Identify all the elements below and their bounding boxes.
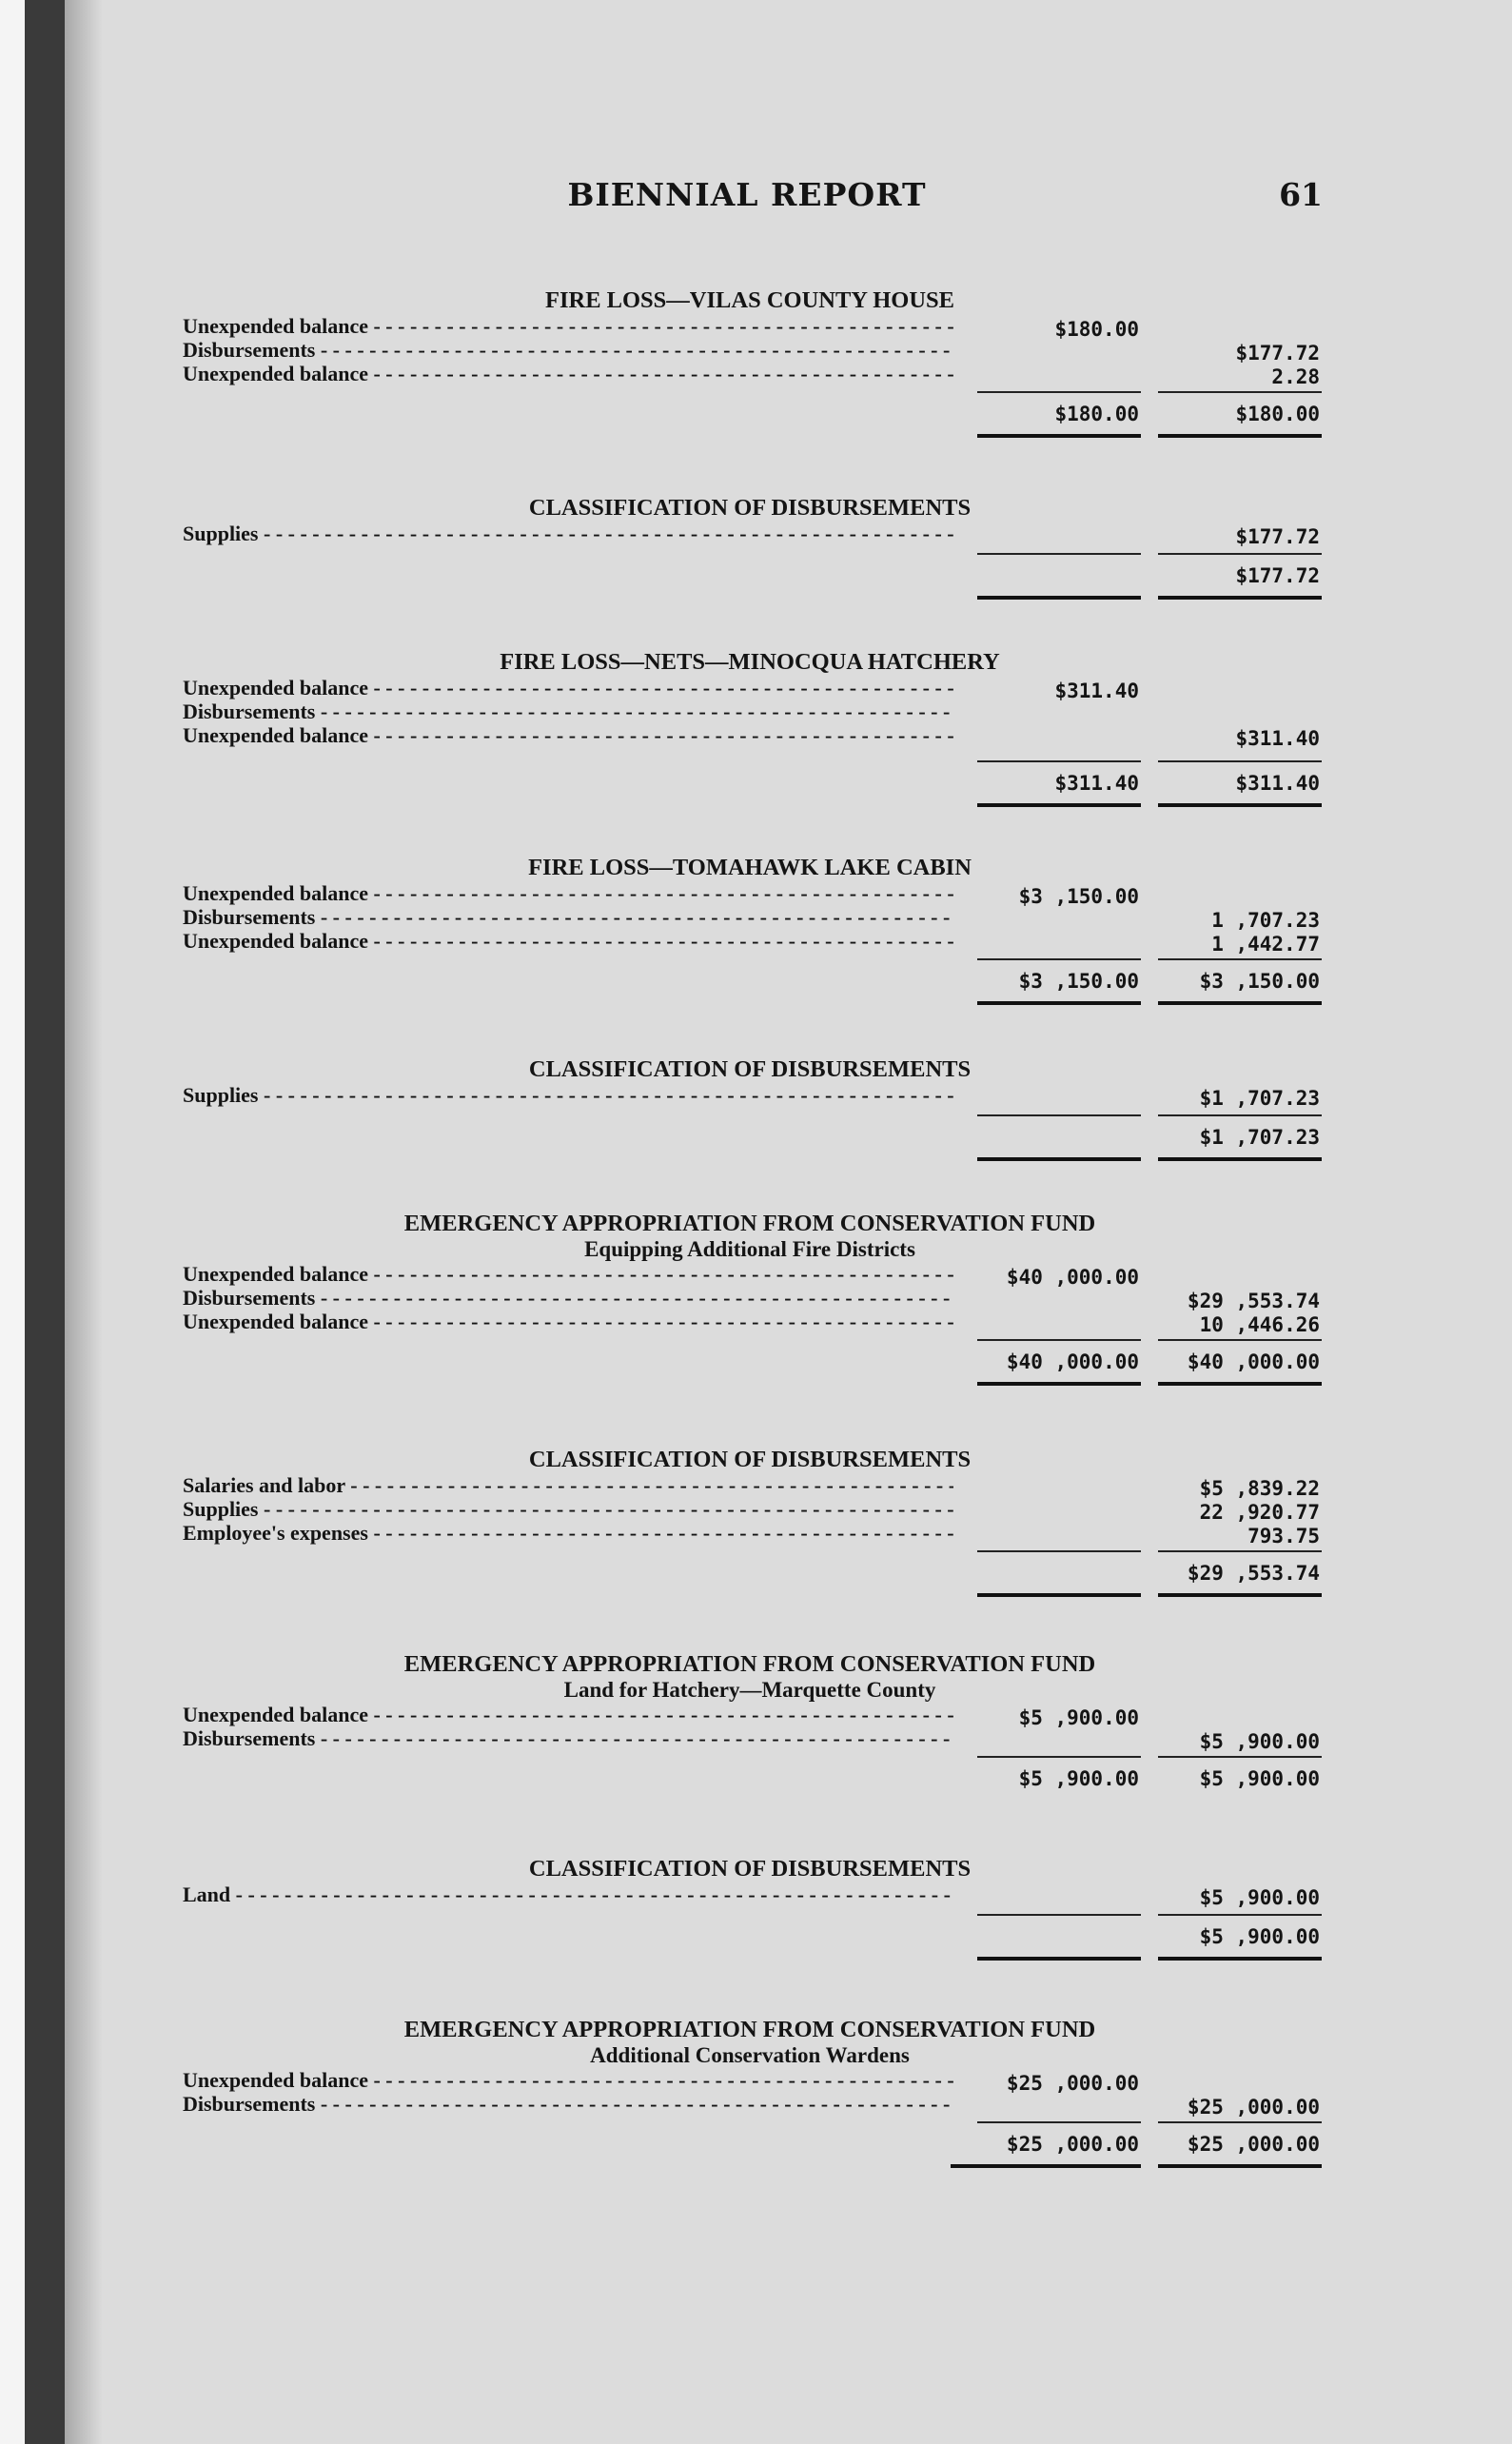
book-binding xyxy=(25,0,65,2444)
section-classification xyxy=(183,1445,1320,1598)
total-row xyxy=(183,393,1320,439)
total-amount: $311.40 xyxy=(1235,772,1320,795)
section-title: CLASSIFICATION OF DISBURSEMENTS xyxy=(528,1447,972,1472)
amount: 22 ,920.77 xyxy=(1199,1501,1320,1524)
row-label: Unexpended balance - - - xyxy=(183,678,953,701)
total-row xyxy=(183,1341,1320,1387)
total-row xyxy=(183,1916,1320,1961)
table-row xyxy=(183,2094,1320,2119)
total-amount: $311.40 xyxy=(1054,772,1139,795)
row-label: Disbursements - - - xyxy=(183,701,953,725)
section-classification xyxy=(183,1854,1320,1961)
row-label: Unexpended balance - - - xyxy=(183,316,953,340)
binding-shadow xyxy=(65,0,103,2444)
table-row xyxy=(183,1288,1320,1312)
section-subtitle: Additional Conservation Wardens xyxy=(590,2043,910,2067)
table-row xyxy=(183,1728,1320,1753)
total-amount: $5 ,900.00 xyxy=(1199,1767,1320,1790)
total-amount: $25 ,000.00 xyxy=(1006,2133,1139,2156)
total-row xyxy=(183,555,1320,601)
table-row xyxy=(183,1499,1320,1524)
section-tomahawk-lake-cabin xyxy=(183,853,1320,1006)
total-amount: $1 ,707.23 xyxy=(1199,1126,1320,1149)
section-classification xyxy=(183,1054,1320,1162)
row-label: Unexpended balance - - - xyxy=(183,364,953,387)
table-row xyxy=(183,1884,1320,1909)
page-header xyxy=(171,176,1323,214)
amount: $25 ,000.00 xyxy=(1006,2072,1139,2095)
amount: $5 ,839.22 xyxy=(1199,1477,1320,1500)
section-vilas-county-house xyxy=(183,286,1320,439)
row-label: Disbursements - - - xyxy=(183,340,953,364)
row-label: Disbursements - - - xyxy=(183,1288,953,1311)
row-label: Unexpended balance - - - xyxy=(183,883,953,907)
amount: 793.75 xyxy=(1247,1525,1320,1547)
total-amount: $40 ,000.00 xyxy=(1006,1350,1139,1373)
amount: 1 ,442.77 xyxy=(1211,933,1320,956)
table-row xyxy=(183,701,1317,725)
total-row xyxy=(183,2123,1320,2169)
total-amount: $3 ,150.00 xyxy=(1018,970,1139,993)
total-amount: $40 ,000.00 xyxy=(1187,1350,1320,1373)
table-row xyxy=(183,364,1320,388)
section-title: CLASSIFICATION OF DISBURSEMENTS xyxy=(528,495,972,521)
amount: $177.72 xyxy=(1235,525,1320,548)
total-amount: $25 ,000.00 xyxy=(1187,2133,1320,2156)
total-row xyxy=(183,960,1320,1006)
section-title: CLASSIFICATION OF DISBURSEMENTS xyxy=(528,1856,972,1882)
total-amount: $180.00 xyxy=(1054,403,1139,425)
amount: $25 ,000.00 xyxy=(1187,2096,1320,2119)
amount: $180.00 xyxy=(1054,318,1139,341)
section-hatchery-land xyxy=(183,1649,1320,1803)
total-row xyxy=(183,762,1320,808)
total-amount: $5 ,900.00 xyxy=(1018,1767,1139,1790)
total-amount: $29 ,553.74 xyxy=(1187,1562,1320,1585)
row-label: Unexpended balance - - - xyxy=(183,2070,953,2094)
table-row xyxy=(183,1085,1320,1110)
total-amount: $180.00 xyxy=(1235,403,1320,425)
row-label: Salaries and labor - - - xyxy=(183,1475,953,1499)
section-title: CLASSIFICATION OF DISBURSEMENTS xyxy=(528,1056,972,1082)
row-label: Disbursements - - - xyxy=(183,2094,953,2118)
table-row xyxy=(183,1475,1320,1500)
total-row xyxy=(183,1552,1320,1598)
row-label: Unexpended balance - - - xyxy=(183,1311,953,1335)
section-title: FIRE LOSS—TOMAHAWK LAKE CABIN xyxy=(528,855,972,880)
amount: $5 ,900.00 xyxy=(1199,1730,1320,1753)
total-row xyxy=(183,1758,1320,1803)
amount: $311.40 xyxy=(1054,680,1139,702)
row-label: Employee's expenses - - - xyxy=(183,1523,953,1547)
row-label: Supplies - - - xyxy=(183,1085,953,1109)
row-label: Supplies - - - xyxy=(183,1499,953,1523)
table-row xyxy=(183,678,1317,701)
section-fire-districts xyxy=(183,1209,1320,1387)
amount: 2.28 xyxy=(1271,365,1320,388)
total-amount: $3 ,150.00 xyxy=(1199,970,1320,993)
amount: $1 ,707.23 xyxy=(1199,1087,1320,1110)
section-conservation-wardens xyxy=(183,2015,1320,2169)
table-row xyxy=(183,2070,1317,2094)
row-label: Unexpended balance - - - xyxy=(183,1264,953,1288)
section-title: EMERGENCY APPROPRIATION FROM CONSERVATION FUND xyxy=(403,1651,1096,1677)
table-row xyxy=(183,340,1320,365)
table-row xyxy=(183,883,1317,907)
page-margin xyxy=(0,0,25,2444)
table-row xyxy=(183,1264,1317,1288)
page-number: 61 xyxy=(1279,176,1323,213)
row-label: Supplies - - - xyxy=(183,523,953,547)
amount: 1 ,707.23 xyxy=(1211,909,1320,932)
amount: $29 ,553.74 xyxy=(1187,1290,1320,1312)
row-label: Disbursements - - - xyxy=(183,907,953,931)
table-row xyxy=(183,1705,1317,1728)
amount: $177.72 xyxy=(1235,342,1320,365)
row-label: Land - - - xyxy=(183,1884,953,1908)
table-row xyxy=(183,1523,1320,1547)
total-amount: $177.72 xyxy=(1235,564,1320,587)
table-row xyxy=(183,1311,1320,1336)
table-row xyxy=(183,931,1320,956)
row-label: Disbursements - - - xyxy=(183,1728,953,1752)
row-label: Unexpended balance - - - xyxy=(183,1705,953,1728)
total-row xyxy=(183,1116,1320,1162)
table-row xyxy=(183,316,1317,340)
section-minocqua-hatchery xyxy=(183,647,1320,808)
section-title: FIRE LOSS—NETS—MINOCQUA HATCHERY xyxy=(500,649,1000,675)
page-title: BIENNIAL REPORT xyxy=(567,176,927,213)
row-label: Unexpended balance - - - xyxy=(183,725,953,749)
table-row xyxy=(183,907,1320,932)
table-row xyxy=(183,725,1320,750)
section-classification xyxy=(183,493,1320,601)
section-subtitle: Land for Hatchery—Marquette County xyxy=(563,1678,936,1702)
section-title: EMERGENCY APPROPRIATION FROM CONSERVATION FUND xyxy=(403,1211,1096,1236)
section-subtitle: Equipping Additional Fire Districts xyxy=(584,1237,915,1261)
total-amount: $5 ,900.00 xyxy=(1199,1925,1320,1948)
amount: $40 ,000.00 xyxy=(1006,1266,1139,1289)
amount: $5 ,900.00 xyxy=(1018,1706,1139,1729)
row-label: Unexpended balance - - - xyxy=(183,931,953,955)
table-row xyxy=(183,523,1320,548)
amount: $3 ,150.00 xyxy=(1018,885,1139,908)
section-title: EMERGENCY APPROPRIATION FROM CONSERVATION FUND xyxy=(403,2017,1096,2042)
section-title: FIRE LOSS—VILAS COUNTY HOUSE xyxy=(545,287,954,313)
amount: $311.40 xyxy=(1235,727,1320,750)
amount: $5 ,900.00 xyxy=(1199,1886,1320,1909)
amount: 10 ,446.26 xyxy=(1199,1313,1320,1336)
